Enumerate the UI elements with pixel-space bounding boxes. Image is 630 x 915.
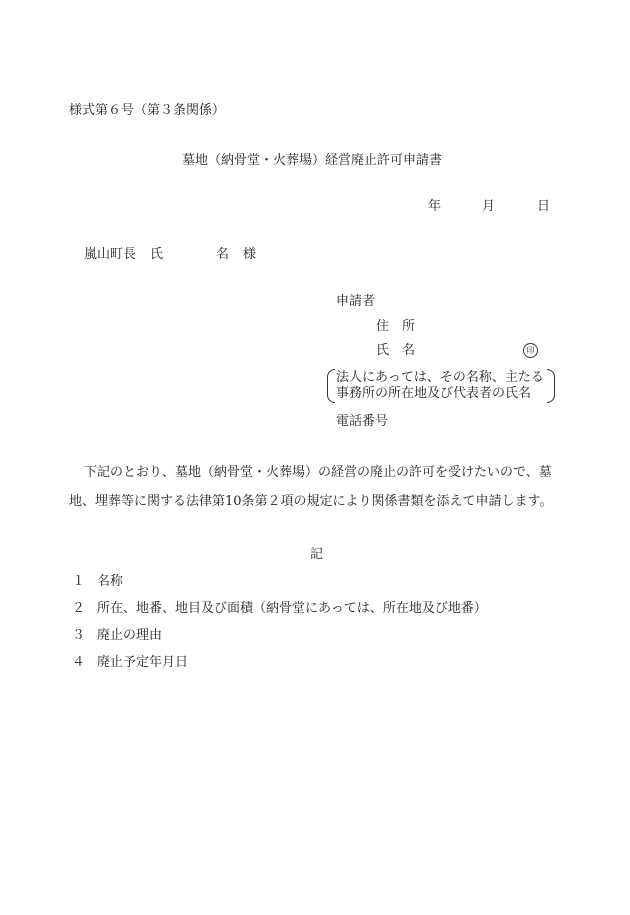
item-4-num: ４ (72, 655, 86, 670)
form-number: 様式第６号（第３条関係） (69, 103, 226, 118)
corporate-note (327, 369, 555, 403)
item-1-num: １ (72, 574, 86, 589)
addressee-prefix: 嵐山町長 (84, 247, 137, 262)
item-3-num: ３ (72, 628, 86, 643)
phone-label: 電話番号 (336, 414, 389, 429)
corporate-note-line2: 事務所の所在地及び代表者の氏名 (336, 386, 532, 401)
right-bracket (547, 369, 555, 403)
addressee-suffix: 様 (243, 247, 257, 262)
body-line-1: 下記のとおり、墓地（納骨堂・火葬場）の経営の廃止の許可を受けたいので、墓 (84, 465, 552, 480)
date-day: 日 (537, 199, 551, 214)
left-bracket (327, 369, 335, 403)
date-month: 月 (482, 199, 496, 214)
item-2-text: 所在、地番、地目及び面積（納骨堂にあっては、所在地及び地番） (97, 601, 487, 616)
name-label: 氏 名 (376, 343, 416, 358)
date-year: 年 (428, 199, 442, 214)
addressee-name-char-1: 氏 (150, 247, 164, 262)
seal-mark: 印 (523, 343, 538, 358)
body-line-2: 地、埋葬等に関する法律第10条第２項の規定により関係書類を添えて申請します。 (69, 494, 553, 509)
document-title: 墓地（納骨堂・火葬場）経営廃止許可申請書 (182, 153, 443, 168)
item-3-text: 廃止の理由 (97, 628, 163, 643)
seal-icon (523, 343, 538, 358)
addressee-name-char-2: 名 (216, 247, 230, 262)
item-1-text: 名称 (97, 574, 124, 589)
applicant-label: 申請者 (336, 294, 376, 309)
item-4-text: 廃止予定年月日 (97, 655, 189, 670)
ki-heading: 記 (310, 547, 324, 562)
address-label: 住 所 (376, 319, 416, 334)
item-2-num: ２ (72, 601, 86, 616)
corporate-note-line1: 法人にあっては、その名称、主たる (336, 370, 544, 385)
